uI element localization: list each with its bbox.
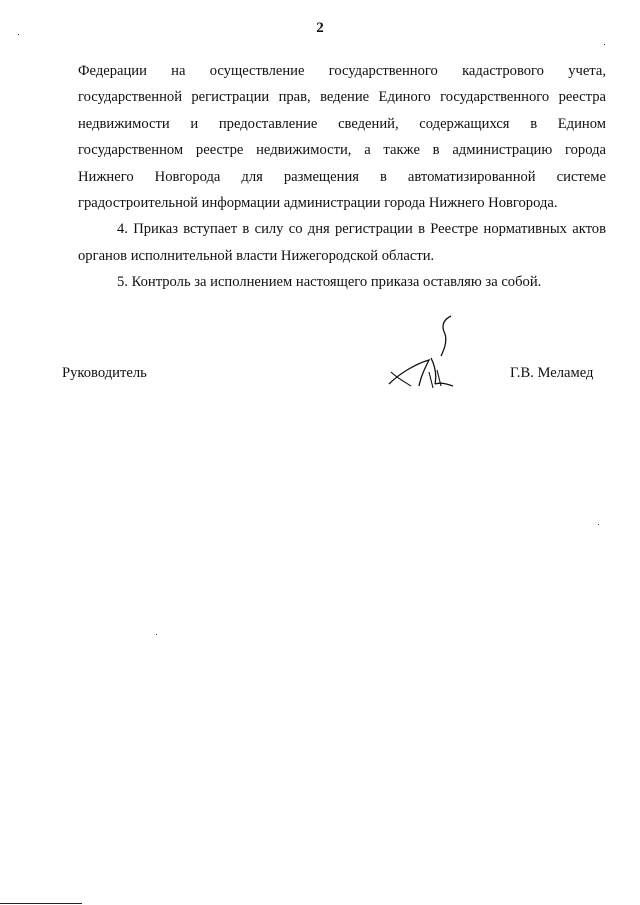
scan-speck (604, 44, 605, 45)
paragraph-continuation (78, 58, 606, 216)
text-line: органов исполнительной власти Нижегородской области. (78, 247, 435, 264)
text-line: градостроительной информации администрации города Нижнего Новгорода. (78, 195, 558, 212)
scan-speck (156, 634, 157, 635)
paragraph-item-5 (78, 269, 606, 295)
signature-block (0, 365, 640, 395)
text-line: Федерации на осуществление государственного кадастрового учета, (78, 63, 606, 79)
text-line: государственной регистрации прав, ведение Единого государственного реестра (78, 89, 606, 106)
text-line: 4. Приказ вступает в силу со дня регистрации в Реестре нормативных актов (117, 221, 606, 238)
signatory-name: Г.В. Меламед (510, 365, 594, 381)
scan-speck (18, 34, 19, 35)
page-number: 2 (316, 20, 324, 36)
document-body (78, 58, 606, 296)
scan-speck (598, 524, 599, 525)
text-line: Нижнего Новгорода для размещения в автоматизированной системе (78, 168, 606, 185)
text-line: 5. Контроль за исполнением настоящего приказа оставляю за собой. (117, 274, 542, 291)
paragraph-item-4 (78, 216, 606, 269)
signatory-position: Руководитель (62, 365, 147, 381)
handwritten-signature-icon (385, 312, 465, 392)
text-line: государственном реестре недвижимости, а также в администрацию города (78, 142, 606, 159)
text-line: недвижимости и предоставление сведений, содержащихся в Едином (78, 115, 606, 132)
page-edge-line (0, 903, 82, 904)
